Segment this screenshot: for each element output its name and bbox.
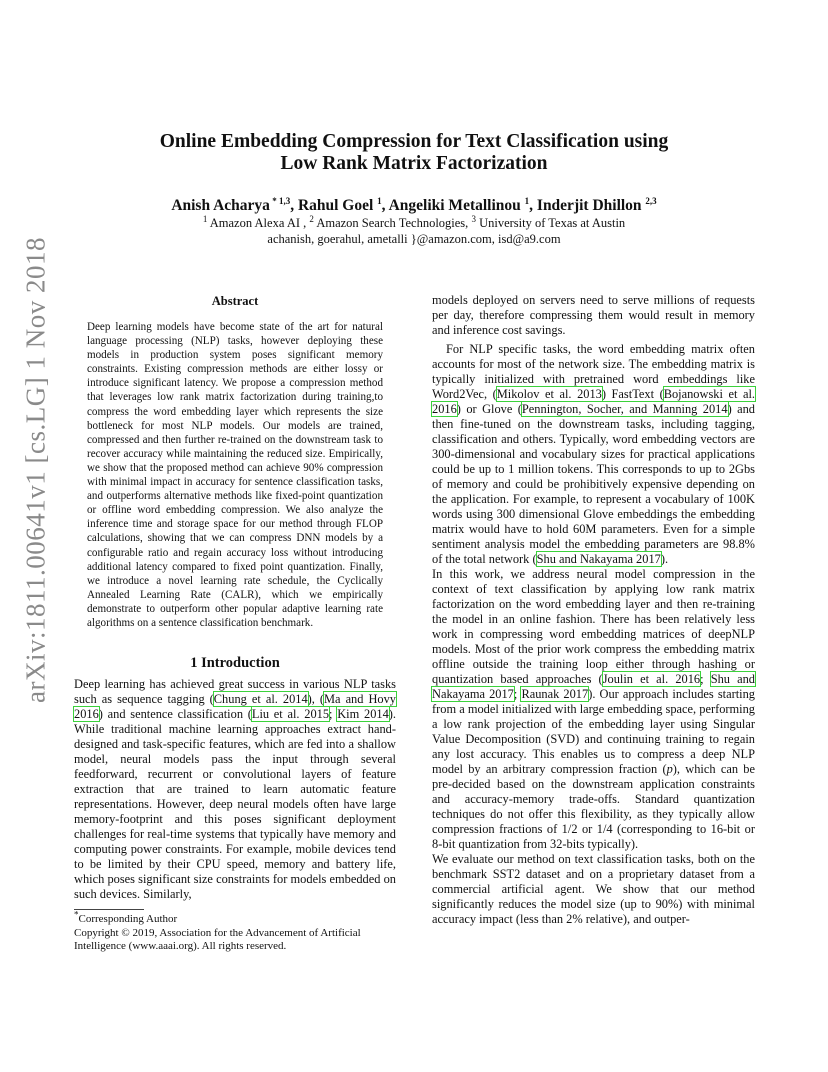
title-line-2: Low Rank Matrix Factorization (280, 153, 548, 174)
author-name: Rahul Goel (297, 197, 374, 214)
citation-link[interactable]: Bojanowski et al. 2016 (432, 387, 755, 416)
author-name: Angeliki Metallinou (388, 197, 521, 214)
text-run: ). Our approach includes starting from a model initialized with large embedding space, performing a low rank projection of the embedding layer using Singular Value Decomposition (SVD) and continuing training to regain any lost accuracy. This enables us to compress a deep NLP model by an arbitrary compression fraction ( (432, 687, 755, 776)
citation-link[interactable]: Chung et al. 2014 (213, 692, 308, 706)
text-run: ) FastText ( (601, 387, 664, 401)
citation-link[interactable]: Liu et al. 2015 (251, 707, 330, 721)
citation-link[interactable]: Shu and Nakayama 2017 (432, 672, 755, 701)
text-run: ). While traditional machine learning approaches extract hand-designed and task-specific features, which are fed into a shallow model, neural models pass the input through several feedforward, recurrent or convolutional layers of feature extraction that are trained to learn automatic feature representations. However, deep neural models often have large memory-footprint and this poses significant deployment challenges for real-time systems that typically have memory and computing power constraints. For example, mobile devices tend to be limited by their CPU speed, memory and battery life, which poses significant size constraints for models embedded on such devices. Similarly, (74, 707, 397, 901)
affiliation: Amazon Search Technologies, (316, 216, 469, 230)
paragraph: We evaluate our method on text classification tasks, both on the benchmark SST2 dataset and on a proprietary dataset from a commercial artificial agent. We show that our method significantly reduces the model size (up to 90%) with minimal accuracy impact (less than 2% relative), and outper- (432, 852, 755, 926)
text-run: ) and sentence classification ( (98, 707, 252, 721)
text-run: ) or Glove ( (456, 402, 522, 416)
right-column-body (432, 293, 755, 927)
author-mark: * 1,3 (269, 195, 291, 206)
paragraph: models deployed on servers need to serve millions of requests per day, therefore compressing them would result in memory and inference cost savings. (432, 293, 755, 337)
footnote-corresponding: Corresponding Author (78, 913, 178, 925)
math-variable: p (666, 762, 673, 776)
text-run: In this work, we address neural model compression in the context of text classification by applying low rank matrix factorization on the word embedding layer and then re-training the model in an online fashion. There has been relatively less work in compressing word embedding matrices of deepNLP models. Most of the prior work compress the embedding matrix offline outside the training loop either through hashing or quantization based approaches ( (432, 567, 755, 686)
footnote-mark: * (74, 909, 79, 920)
citation-link[interactable]: Joulin et al. 2016 (602, 672, 701, 686)
footnote-rule (74, 909, 144, 910)
paragraph (74, 677, 396, 902)
abstract-heading: Abstract (211, 294, 259, 308)
text-run: For NLP specific tasks, the word embedding matrix often accounts for most of the network size. The embedding matrix is typically initialized with pretrained word embeddings like Word2Vec, ( (432, 342, 755, 401)
title-line-1: Online Embedding Compression for Text Classification using (159, 131, 669, 152)
author-mark: 1 (377, 195, 382, 206)
introduction-body (74, 677, 396, 902)
text-run: ; (700, 672, 711, 686)
affiliation-mark: 1 (202, 213, 208, 224)
section-heading-introduction: 1 Introduction (190, 655, 280, 671)
author-name: Anish Acharya (171, 197, 270, 214)
citation-link[interactable]: Ma and Hovy 2016 (74, 692, 397, 721)
text-run: Deep learning has achieved great success in various NLP tasks such as sequence tagging ( (74, 677, 396, 706)
paragraph (432, 567, 755, 852)
paragraph (432, 342, 755, 567)
footnote (74, 909, 396, 954)
author-mark: 2,3 (645, 195, 657, 206)
author-name: Inderjit Dhillon (536, 197, 642, 214)
author-mark: 1 (524, 195, 530, 206)
citation-link[interactable]: Shu and Nakayama 2017 (536, 552, 661, 566)
footnote-copyright: Copyright © 2019, Association for the Advancement of Artificial Intelligence (www.aaai.org). All rights reserved. (74, 926, 361, 952)
affiliations (0, 213, 828, 247)
arxiv-sidebar-stamp (20, 237, 51, 703)
text-run: ) and then fine-tuned on the downstream tasks, including tagging, classification and others. Typically, word embedding vectors are 300-dimensional and vocabulary sizes for practical applications could be up to 1 million tokens. This corresponds to up to 2Gbs of memory and could be prohibitively expensive depending on the application. For example, to represent a vocabulary of 100K words using 300 dimensional Glove embeddings the embedding matrix would have to hold 60M parameters. Even for a simple sentiment analysis model the embedding parameters are 98.8% of the total network ( (432, 402, 755, 566)
affiliation: Amazon Alexa AI , (209, 216, 307, 230)
text-run: ; (329, 707, 338, 721)
text-run: ). (660, 552, 669, 566)
abstract-body: Deep learning models have become state of the art for natural language processing (NLP) tasks, however deploying these models in production system poses significant memory constraints. Existing compression methods are either lossy or introduce significant latency. We propose a compression method that leverages low rank matrix factorization during training,to compress the word embedding layer which represents the size bottleneck for most NLP models. Our models are trained, compressed and then further re-trained on the downstream task to recover accuracy while maintaining the reduced size. Empirically, we show that the proposed method can achieve 90% compression with minimal impact in accuracy for sentence classification tasks, and outperforms alternative methods like fixed-point quantization or offline word embedding compression. We also analyze the inference time and storage space for our method through FLOP calculations, showing that we can compress DNN models by a configurable ratio and regain accuracy loss without introducing additional latency compared to fixed point quantization. Finally, we introduce a novel learning rate schedule, the Cyclically Annealed Learning Rate (CALR), which we empirically demonstrate to outperform other popular adaptive learning rate algorithms on a sentence classification benchmark. (87, 321, 383, 629)
arxiv-id: arXiv:1811.00641v1 [cs.LG] 1 Nov 2018 (20, 237, 51, 703)
text-run: ), ( (307, 692, 325, 706)
citation-link[interactable]: Pennington, Socher, and Manning 2014 (521, 402, 728, 416)
paper-title (0, 131, 828, 175)
citation-link[interactable]: Kim 2014 (337, 707, 389, 721)
text-run: ), which can be pre-decided based on the downstream application constraints and accuracy-memory trade-offs. Standard quantization techniques do not offer this flexibility, as they typically allow compression fractions of 1/2 or 1/4 (corresponding to 16-bit or 8-bit quantization from 32-bits typically). (432, 762, 755, 851)
affiliation-mark: 3 (471, 213, 476, 224)
citation-link[interactable]: Mikolov et al. 2013 (496, 387, 602, 401)
author-list: Anish Acharya $^{* 1,3}$, Rahul Goel $^1$, Angeliki Metallinou $^1$, Inderjit Dhillon $^{2,3}$ (171, 195, 657, 214)
text-run: ; (513, 687, 522, 701)
affiliation: University of Texas at Austin (479, 216, 626, 230)
affiliation-mark: 2 (309, 213, 314, 224)
citation-link[interactable]: Raunak 2017 (521, 687, 589, 701)
author-emails: achanish, goerahul, ametalli }@amazon.com, isd@a9.com (267, 231, 561, 246)
